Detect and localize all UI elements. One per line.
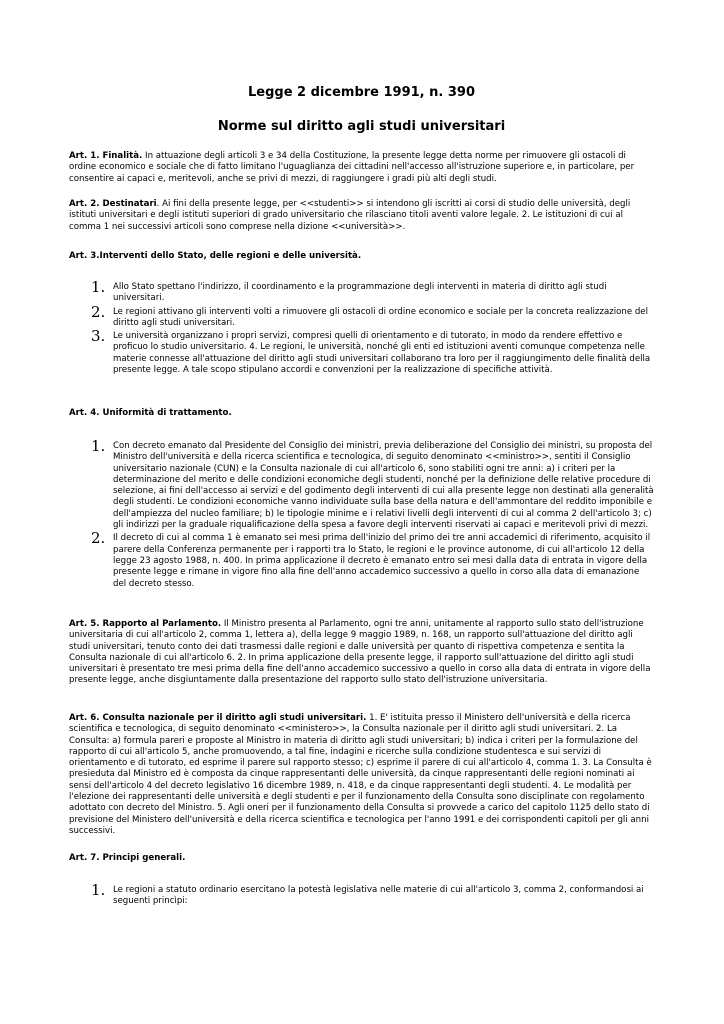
list-item (69, 302, 654, 330)
document-subtitle: Norme sul diritto agli studi universitari (217, 119, 506, 134)
list-item-text: Le regioni a statuto ordinario esercitano la potestà legislativa nelle materie di cui all'articolo 3, comma 2, conformandosi ai seguenti princìpi: (113, 885, 644, 907)
list-item-text: Con decreto emanato dal Presidente del Consiglio dei ministri, previa deliberazione del Consiglio dei ministri, su proposta del Ministro dell'università e della ricerca scientifica e tecnologica, di seguito denominato <<ministro>>, sentiti il Consiglio universitario nazionale (CUN) e la Consulta nazionale di cui all'articolo 6, sono stabiliti ogni tre anni: a) i criteri per la determinazione del merito e delle condizioni economiche degli studenti, nonché per la definizione delle relative procedure di selezione, ai fini dell'accesso ai servizi e del godimento degli interventi di cui alla presente legge non destinati alla generalità degli studenti. Le condizioni economiche vanno individuate sulla base della natura e dell'ammontare del reddito imponibile e dell'ampiezza del nucleo familiare; b) le tipologie minime e i relativi livelli degli interventi di cui al comma 2 dell'articolo 3; c) gli indirizzi per la graduale riqualificazione della spesa a favore degli interventi riservati ai capaci e meritevoli privi di mezzi. (113, 441, 654, 531)
list-item-number: 2. (91, 529, 106, 548)
list-item-text: Il decreto di cui al comma 1 è emanato sei mesi prima dell'inizio del primo dei tre anni accademici di riferimento, acquisito il parere della Conferenza permanente per i rapporti tra lo Stato, le regioni e le province autonome, di cui all'articolo 12 della legge 23 agosto 1988, n. 400. In prima applicazione il decreto è emanato entro sei mesi dalla data di entrata in vigore della presente legge e rimane in vigore fino alla fine dell'anno accademico successivo a quello in corso alla data di emanazione del decreto stesso. (113, 533, 651, 589)
article-3-heading: Art. 3.Interventi dello Stato, delle regioni e delle università. (69, 251, 362, 261)
article-4-list (69, 437, 654, 592)
list-item-text: Le università organizzano i propri servizi, compresi quelli di orientamento e di tutorato, in modo da rendere effettivo e proficuo lo studio universitario. 4. Le regioni, le università, nonché gli enti ed istituzioni aventi comunque competenza nelle materie connesse all'attuazione del diritto agli studi universitari collaborano tra loro per il raggiungimento delle finalità della presente legge. A tale scopo stipulano accordi e convenzioni per la realizzazione di specifiche attività. (113, 331, 651, 376)
list-item (69, 881, 654, 908)
article-6-text: 1. E' istituita presso il Ministero dell'università e della ricerca scientifica e tecnologica, di seguito denominato <<ministero>>, la Consulta nazionale per il diritto agli studi universitari. 2. La Consulta: a) formula pareri e proposte al Ministro in materia di diritto agli studi universitari; b) indica i criteri per la formulazione del rapporto di cui all'articolo 5, anche promuovendo, a tal fine, indagini e ricerche sulla condizione studentesca e sui servizi di orientamento e di tutorato, ed esprime il parere sul rapporto stesso; c) esprime il parere di cui all'articolo 4, comma 1. 3. La Consulta è presieduta dal Ministro ed è composta da cinque rappresentanti delle università, da cinque rappresentanti delle regioni nominati ai sensi dell'articolo 4 del decreto legislativo 16 dicembre 1989, n. 418, e da cinque rappresentanti degli studenti. 4. Le modalità per l'elezione dei rappresentanti delle università e degli studenti e per il funzionamento della Consulta sono disciplinate con regolamento adottato con decreto del Ministro. 5. Agli oneri per il funzionamento della Consulta si provvede a carico del capitolo 1125 dello stato di previsione del Ministero dell'università e della ricerca scientifica e tecnologica per l'anno 1991 e dei corrispondenti capitoli per gli anni successivi. (69, 713, 652, 836)
article-2-text: . Ai fini della presente legge, per <<studenti>> si intendono gli iscritti ai corsi di studio delle università, degli istituti universitari e degli istituti superiori di grado universitario che rilasciano titoli aventi valore legale. 2. Le istituzioni di cui al comma 1 nei successivi articoli sono comprese nella dizione <<università>>. (69, 199, 631, 232)
article-3-list (69, 278, 654, 378)
article-6-label: Art. 6. Consulta nazionale per il diritto agli studi universitari. (69, 713, 367, 723)
list-item-number: 2. (91, 302, 106, 321)
list-item-number: 1. (91, 437, 106, 455)
list-item-number: 1. (91, 278, 106, 296)
list-item-text: Allo Stato spettano l'indirizzo, il coordinamento e la programmazione degli interventi in materia di diritto agli studi universitari. (113, 282, 607, 304)
article-1 (69, 151, 654, 185)
article-2 (69, 199, 654, 233)
list-item (69, 327, 654, 376)
article-6 (69, 713, 654, 837)
article-1-label: Art. 1. Finalità. (69, 151, 143, 161)
article-5 (69, 619, 654, 687)
list-item-number: 1. (91, 881, 106, 899)
article-2-label: Art. 2. Destinatari (69, 199, 157, 209)
article-7-list (69, 881, 654, 910)
article-7-heading: Art. 7. Principi generali. (69, 853, 186, 863)
list-item-text: Le regioni attivano gli interventi volti a rimuovere gli ostacoli di ordine economico e sociale per la concreta realizzazione del diritto agli studi universitari. (113, 306, 648, 328)
list-item (69, 437, 654, 531)
list-item-number: 3. (91, 327, 106, 346)
article-4-heading: Art. 4. Uniformità di trattamento. (69, 408, 232, 418)
list-item (69, 278, 654, 305)
article-5-text: Il Ministro presenta al Parlamento, ogni tre anni, unitamente al rapporto sullo stato dell'istruzione universitaria di cui all'articolo 2, comma 1, lettera a), della legge 9 maggio 1989, n. 168, un rapporto sull'attuazione del diritto agli studi universitari, tenuto conto dei dati trasmessi dalle regioni e dalle università per quanto di rispettiva competenza e sentita la Consulta nazionale di cui all'articolo 6. 2. In prima applicazione della presente legge, il rapporto sull'attuazione del diritto agli studi universitari è presentato tre mesi prima della fine dell'anno accademico successivo a quello in corso alla data di entrata in vigore della presente legge, anche disgiuntamente dalla presentazione del rapporto sullo stato dell'istruzione universitaria. (69, 619, 651, 686)
list-item (69, 529, 654, 589)
article-5-label: Art. 5. Rapporto al Parlamento. (69, 619, 222, 629)
document-title: Legge 2 dicembre 1991, n. 390 (247, 85, 476, 100)
article-1-text: In attuazione degli articoli 3 e 34 della Costituzione, la presente legge detta norme per rimuovere gli ostacoli di ordine economico e sociale che di fatto limitano l'uguaglianza dei cittadini nell'accesso all'istruzione superiore e, in particolare, per consentire ai capaci e, meritevoli, anche se privi di mezzi, di raggiungere i gradi più alti degli studi. (69, 151, 635, 184)
